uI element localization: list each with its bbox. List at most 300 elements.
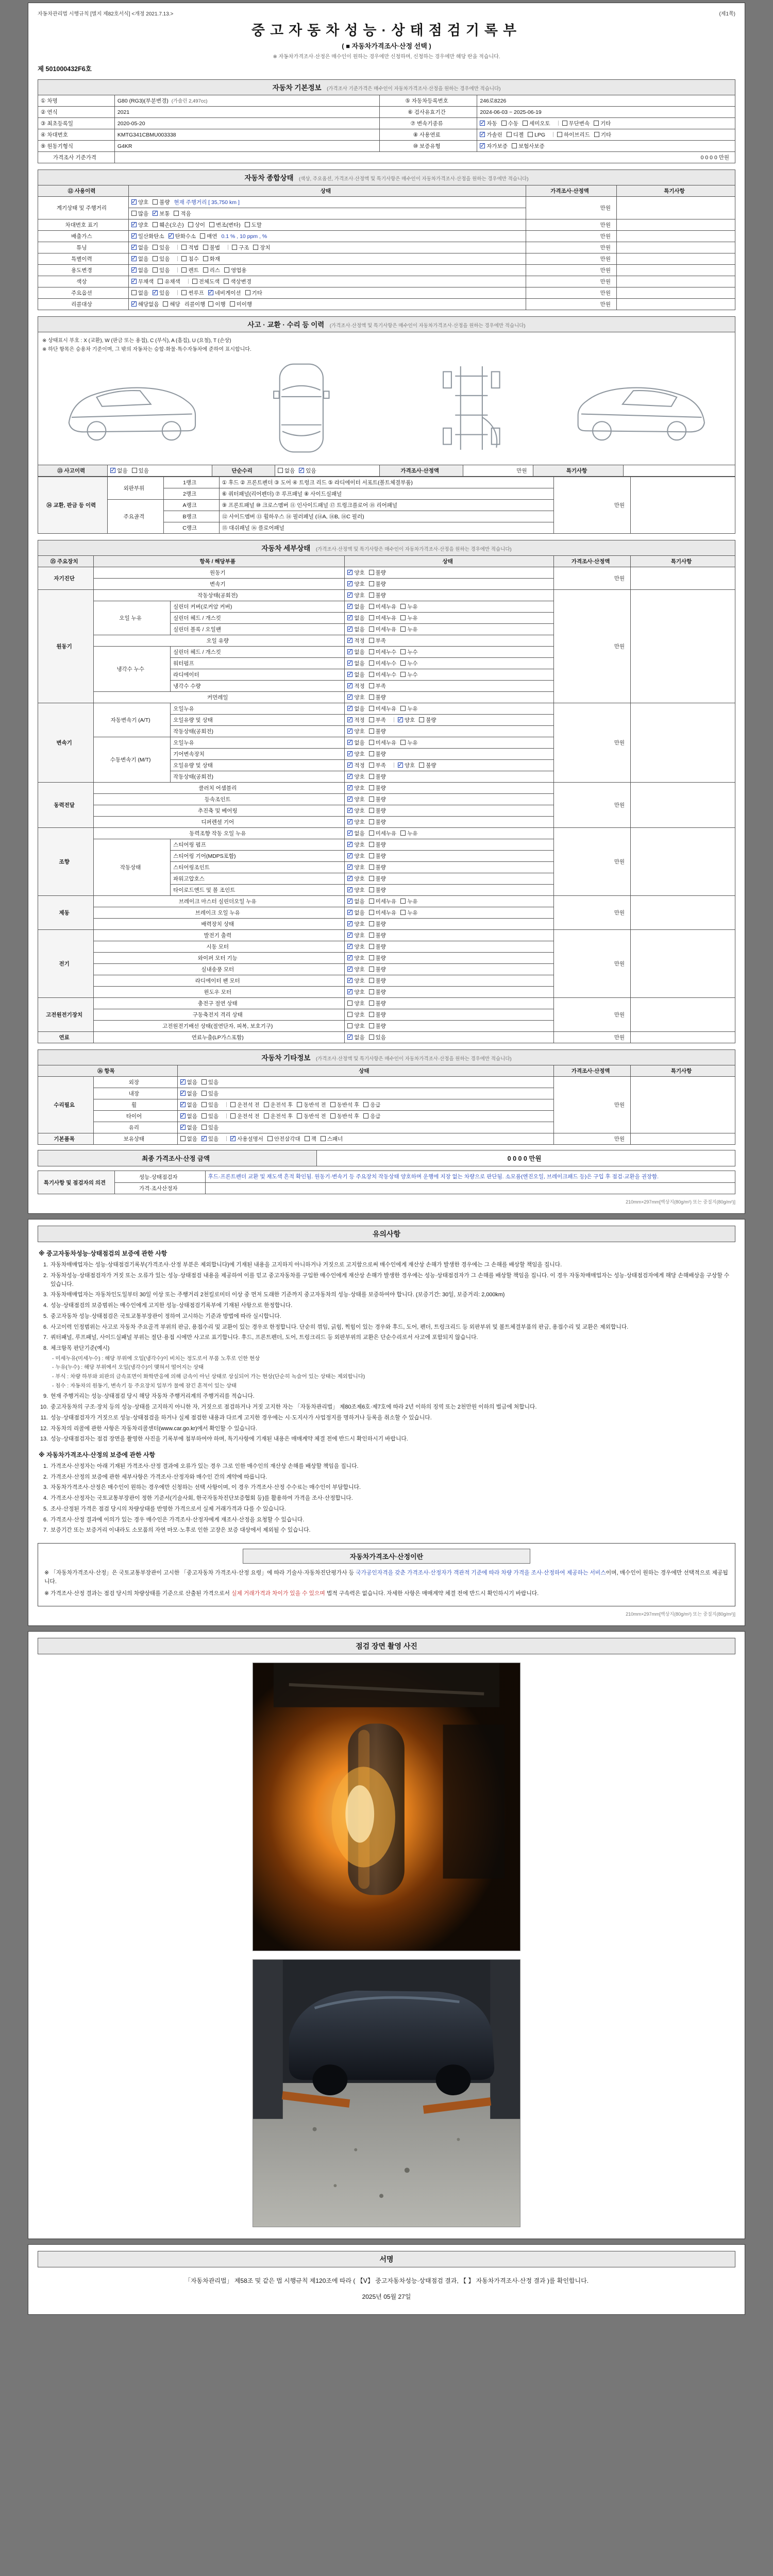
unchecked-checkbox[interactable] (400, 660, 406, 666)
checkbox-option[interactable] (230, 1112, 260, 1120)
checked-checkbox[interactable] (131, 256, 137, 261)
unchecked-checkbox[interactable] (264, 1102, 269, 1107)
checkbox-option[interactable] (347, 897, 364, 905)
checkbox-option[interactable] (201, 1112, 219, 1120)
unchecked-checkbox[interactable] (201, 1102, 207, 1107)
checkbox-option[interactable] (501, 120, 518, 127)
checked-checkbox[interactable] (347, 944, 352, 949)
checkbox-option[interactable] (369, 784, 386, 792)
checkbox-option[interactable] (330, 1101, 360, 1109)
checkbox-option[interactable] (347, 603, 364, 611)
checkbox-option[interactable] (131, 210, 148, 217)
checked-checkbox[interactable] (110, 468, 115, 473)
checkbox-option[interactable] (347, 886, 364, 894)
checked-checkbox[interactable] (131, 267, 137, 273)
unchecked-checkbox[interactable] (264, 1113, 269, 1118)
checked-checkbox[interactable] (347, 660, 352, 666)
checkbox-option[interactable] (369, 829, 397, 837)
checkbox-option[interactable] (347, 682, 364, 690)
unchecked-checkbox[interactable] (369, 899, 374, 904)
unchecked-checkbox[interactable] (419, 762, 424, 768)
checkbox-option[interactable] (369, 795, 386, 803)
unchecked-checkbox[interactable] (153, 245, 158, 250)
checkbox-option[interactable] (245, 221, 262, 229)
unchecked-checkbox[interactable] (369, 774, 374, 779)
checkbox-option[interactable] (347, 875, 364, 883)
unchecked-checkbox[interactable] (369, 876, 374, 881)
checkbox-option[interactable] (369, 750, 386, 758)
checkbox-option[interactable] (224, 278, 251, 285)
checkbox-option[interactable] (369, 875, 386, 883)
unchecked-checkbox[interactable] (232, 245, 237, 250)
checked-checkbox[interactable] (180, 1091, 186, 1096)
checkbox-option[interactable] (369, 1022, 386, 1030)
checked-checkbox[interactable] (180, 1113, 186, 1118)
checkbox-option[interactable] (480, 131, 502, 139)
unchecked-checkbox[interactable] (369, 762, 374, 768)
unchecked-checkbox[interactable] (400, 672, 406, 677)
unchecked-checkbox[interactable] (297, 1113, 302, 1118)
unchecked-checkbox[interactable] (400, 706, 406, 711)
unchecked-checkbox[interactable] (369, 694, 374, 700)
unchecked-checkbox[interactable] (400, 626, 406, 632)
checkbox-option[interactable] (594, 131, 611, 139)
checked-checkbox[interactable] (347, 626, 352, 632)
checkbox-option[interactable] (347, 705, 364, 713)
checkbox-option[interactable] (131, 198, 148, 206)
checkbox-option[interactable] (400, 829, 417, 837)
unchecked-checkbox[interactable] (369, 933, 374, 938)
checkbox-option[interactable] (347, 988, 364, 996)
checkbox-option[interactable] (347, 807, 364, 815)
checkbox-option[interactable] (230, 1135, 263, 1143)
checkbox-option[interactable] (480, 142, 508, 150)
checkbox-option[interactable] (232, 244, 249, 251)
checkbox-option[interactable] (347, 818, 364, 826)
unchecked-checkbox[interactable] (132, 468, 137, 473)
checkbox-option[interactable] (347, 693, 364, 701)
unchecked-checkbox[interactable] (347, 1012, 352, 1017)
unchecked-checkbox[interactable] (369, 978, 374, 983)
checkbox-option[interactable] (347, 920, 364, 928)
checkbox-option[interactable] (131, 266, 148, 274)
checkbox-option[interactable] (201, 1090, 219, 1097)
checkbox-option[interactable] (347, 965, 364, 973)
checkbox-option[interactable] (110, 467, 127, 474)
checkbox-option[interactable] (201, 1124, 219, 1131)
unchecked-checkbox[interactable] (153, 199, 158, 205)
checkbox-option[interactable] (180, 1101, 197, 1109)
unchecked-checkbox[interactable] (594, 132, 599, 137)
unchecked-checkbox[interactable] (209, 222, 214, 227)
unchecked-checkbox[interactable] (369, 570, 374, 575)
unchecked-checkbox[interactable] (363, 1102, 368, 1107)
checkbox-option[interactable] (369, 659, 397, 667)
checkbox-option[interactable] (347, 637, 364, 645)
checkbox-option[interactable] (180, 1090, 197, 1097)
unchecked-checkbox[interactable] (203, 267, 208, 273)
checked-checkbox[interactable] (347, 728, 352, 734)
checkbox-option[interactable] (369, 591, 386, 599)
checkbox-option[interactable] (163, 300, 180, 308)
checked-checkbox[interactable] (347, 604, 352, 609)
unchecked-checkbox[interactable] (400, 910, 406, 915)
checkbox-option[interactable] (347, 784, 364, 792)
unchecked-checkbox[interactable] (158, 279, 163, 284)
unchecked-checkbox[interactable] (400, 831, 406, 836)
checkbox-option[interactable] (369, 648, 397, 656)
checkbox-option[interactable] (158, 278, 180, 285)
checkbox-option[interactable] (347, 761, 364, 769)
checkbox-option[interactable] (400, 671, 417, 679)
unchecked-checkbox[interactable] (369, 604, 374, 609)
unchecked-checkbox[interactable] (188, 222, 193, 227)
unchecked-checkbox[interactable] (562, 121, 567, 126)
checkbox-option[interactable] (347, 580, 364, 588)
checkbox-option[interactable] (347, 909, 364, 917)
checkbox-option[interactable] (347, 648, 364, 656)
checkbox-option[interactable] (400, 625, 417, 633)
unchecked-checkbox[interactable] (369, 842, 374, 847)
unchecked-checkbox[interactable] (369, 796, 374, 802)
checkbox-option[interactable] (181, 289, 204, 297)
unchecked-checkbox[interactable] (347, 1001, 352, 1006)
checkbox-option[interactable] (369, 773, 386, 781)
unchecked-checkbox[interactable] (369, 751, 374, 756)
unchecked-checkbox[interactable] (523, 121, 528, 126)
checked-checkbox[interactable] (347, 967, 352, 972)
checked-checkbox[interactable] (347, 899, 352, 904)
checkbox-option[interactable] (398, 761, 415, 769)
checked-checkbox[interactable] (347, 762, 352, 768)
checkbox-option[interactable] (253, 244, 270, 251)
checkbox-option[interactable] (131, 300, 159, 308)
checkbox-option[interactable] (153, 198, 170, 206)
checkbox-option[interactable] (347, 739, 364, 747)
checkbox-option[interactable] (203, 266, 220, 274)
checked-checkbox[interactable] (347, 842, 352, 847)
checkbox-option[interactable] (299, 467, 316, 474)
checkbox-option[interactable] (153, 289, 170, 297)
checkbox-option[interactable] (347, 671, 364, 679)
checked-checkbox[interactable] (347, 672, 352, 677)
checked-checkbox[interactable] (347, 819, 352, 824)
unchecked-checkbox[interactable] (369, 740, 374, 745)
unchecked-checkbox[interactable] (245, 290, 250, 295)
checkbox-option[interactable] (203, 255, 220, 263)
checked-checkbox[interactable] (398, 717, 403, 722)
checkbox-option[interactable] (347, 863, 364, 871)
unchecked-checkbox[interactable] (400, 615, 406, 620)
checkbox-option[interactable] (224, 266, 246, 274)
checkbox-option[interactable] (347, 852, 364, 860)
unchecked-checkbox[interactable] (208, 301, 213, 307)
checkbox-option[interactable] (369, 886, 386, 894)
checkbox-option[interactable] (153, 255, 170, 263)
unchecked-checkbox[interactable] (594, 121, 599, 126)
checked-checkbox[interactable] (201, 1136, 207, 1141)
checkbox-option[interactable] (347, 841, 364, 849)
unchecked-checkbox[interactable] (369, 649, 374, 654)
checked-checkbox[interactable] (131, 301, 137, 307)
unchecked-checkbox[interactable] (369, 808, 374, 813)
checked-checkbox[interactable] (347, 740, 352, 745)
unchecked-checkbox[interactable] (369, 706, 374, 711)
checkbox-option[interactable] (512, 142, 545, 150)
unchecked-checkbox[interactable] (369, 1023, 374, 1028)
checked-checkbox[interactable] (480, 121, 485, 126)
checkbox-option[interactable] (369, 977, 386, 985)
unchecked-checkbox[interactable] (557, 132, 562, 137)
checkbox-option[interactable] (369, 614, 397, 622)
checked-checkbox[interactable] (347, 876, 352, 881)
unchecked-checkbox[interactable] (131, 211, 137, 216)
checkbox-option[interactable] (181, 255, 198, 263)
unchecked-checkbox[interactable] (369, 1012, 374, 1017)
checkbox-option[interactable] (153, 210, 170, 217)
checkbox-option[interactable] (347, 591, 364, 599)
checkbox-option[interactable] (200, 232, 217, 240)
checkbox-option[interactable] (369, 705, 397, 713)
checkbox-option[interactable] (267, 1135, 300, 1143)
checkbox-option[interactable] (153, 244, 170, 251)
checkbox-option[interactable] (153, 221, 184, 229)
checked-checkbox[interactable] (208, 290, 213, 295)
checkbox-option[interactable] (369, 693, 386, 701)
checkbox-option[interactable] (369, 931, 386, 939)
unchecked-checkbox[interactable] (369, 592, 374, 598)
checked-checkbox[interactable] (347, 638, 352, 643)
checkbox-option[interactable] (181, 266, 198, 274)
unchecked-checkbox[interactable] (369, 944, 374, 949)
unchecked-checkbox[interactable] (267, 1136, 273, 1141)
checkbox-option[interactable] (169, 232, 196, 240)
unchecked-checkbox[interactable] (224, 279, 229, 284)
checkbox-option[interactable] (528, 132, 545, 138)
checkbox-option[interactable] (208, 300, 225, 308)
unchecked-checkbox[interactable] (369, 1035, 374, 1040)
checked-checkbox[interactable] (347, 570, 352, 575)
checkbox-option[interactable] (369, 852, 386, 860)
checkbox-option[interactable] (297, 1101, 326, 1109)
checkbox-option[interactable] (131, 278, 154, 285)
checked-checkbox[interactable] (153, 211, 158, 216)
checkbox-option[interactable] (321, 1135, 343, 1143)
checkbox-option[interactable] (180, 1135, 197, 1143)
checked-checkbox[interactable] (398, 762, 403, 768)
checkbox-option[interactable] (369, 671, 397, 679)
unchecked-checkbox[interactable] (201, 1113, 207, 1118)
unchecked-checkbox[interactable] (369, 989, 374, 994)
checked-checkbox[interactable] (153, 290, 158, 295)
checkbox-option[interactable] (369, 603, 397, 611)
checkbox-option[interactable] (369, 909, 397, 917)
unchecked-checkbox[interactable] (369, 728, 374, 734)
unchecked-checkbox[interactable] (369, 660, 374, 666)
checkbox-option[interactable] (278, 467, 295, 474)
checkbox-option[interactable] (369, 727, 386, 735)
checkbox-option[interactable] (400, 648, 417, 656)
unchecked-checkbox[interactable] (201, 1091, 207, 1096)
unchecked-checkbox[interactable] (153, 222, 158, 227)
checkbox-option[interactable] (347, 750, 364, 758)
checked-checkbox[interactable] (480, 132, 485, 137)
unchecked-checkbox[interactable] (297, 1102, 302, 1107)
checkbox-option[interactable] (347, 943, 364, 951)
checkbox-option[interactable] (369, 682, 386, 690)
unchecked-checkbox[interactable] (131, 290, 137, 295)
checkbox-option[interactable] (347, 625, 364, 633)
checkbox-option[interactable] (369, 716, 386, 724)
checked-checkbox[interactable] (347, 808, 352, 813)
checkbox-option[interactable] (507, 131, 524, 139)
checkbox-option[interactable] (369, 637, 386, 645)
checkbox-option[interactable] (419, 761, 436, 769)
checked-checkbox[interactable] (347, 615, 352, 620)
checkbox-option[interactable] (369, 920, 386, 928)
checkbox-option[interactable] (347, 727, 364, 735)
unchecked-checkbox[interactable] (369, 921, 374, 926)
checkbox-option[interactable] (400, 705, 417, 713)
checkbox-option[interactable] (347, 569, 364, 577)
checkbox-option[interactable] (369, 807, 386, 815)
checkbox-option[interactable] (230, 1101, 260, 1109)
unchecked-checkbox[interactable] (153, 256, 158, 261)
unchecked-checkbox[interactable] (400, 604, 406, 609)
checked-checkbox[interactable] (347, 910, 352, 915)
checked-checkbox[interactable] (347, 1035, 352, 1040)
unchecked-checkbox[interactable] (321, 1136, 326, 1141)
unchecked-checkbox[interactable] (369, 967, 374, 972)
checked-checkbox[interactable] (480, 143, 485, 148)
unchecked-checkbox[interactable] (330, 1113, 335, 1118)
checkbox-option[interactable] (347, 1033, 364, 1041)
unchecked-checkbox[interactable] (203, 245, 208, 250)
unchecked-checkbox[interactable] (400, 740, 406, 745)
checkbox-option[interactable] (369, 965, 386, 973)
checkbox-option[interactable] (245, 289, 262, 297)
checkbox-option[interactable] (363, 1101, 380, 1109)
unchecked-checkbox[interactable] (253, 245, 258, 250)
unchecked-checkbox[interactable] (192, 279, 197, 284)
checkbox-option[interactable] (400, 614, 417, 622)
checkbox-option[interactable] (347, 716, 364, 724)
checked-checkbox[interactable] (230, 1136, 236, 1141)
checked-checkbox[interactable] (180, 1102, 186, 1107)
unchecked-checkbox[interactable] (163, 301, 168, 307)
checked-checkbox[interactable] (131, 233, 137, 239)
unchecked-checkbox[interactable] (278, 468, 283, 473)
checked-checkbox[interactable] (347, 933, 352, 938)
checked-checkbox[interactable] (347, 706, 352, 711)
unchecked-checkbox[interactable] (369, 615, 374, 620)
checked-checkbox[interactable] (347, 751, 352, 756)
unchecked-checkbox[interactable] (174, 211, 179, 216)
unchecked-checkbox[interactable] (369, 717, 374, 722)
checkbox-option[interactable] (347, 931, 364, 939)
checked-checkbox[interactable] (131, 245, 137, 250)
checkbox-option[interactable] (369, 739, 397, 747)
checkbox-option[interactable] (131, 289, 148, 297)
checked-checkbox[interactable] (347, 581, 352, 586)
checked-checkbox[interactable] (347, 592, 352, 598)
checkbox-option[interactable] (347, 977, 364, 985)
checkbox-option[interactable] (369, 988, 386, 996)
checked-checkbox[interactable] (347, 955, 352, 960)
checkbox-option[interactable] (369, 1033, 386, 1041)
unchecked-checkbox[interactable] (369, 638, 374, 643)
checkbox-option[interactable] (557, 131, 590, 139)
unchecked-checkbox[interactable] (330, 1102, 335, 1107)
unchecked-checkbox[interactable] (224, 267, 229, 273)
checkbox-option[interactable] (369, 818, 386, 826)
checkbox-option[interactable] (369, 954, 386, 962)
checkbox-option[interactable] (201, 1101, 219, 1109)
checked-checkbox[interactable] (347, 717, 352, 722)
checkbox-option[interactable] (369, 999, 386, 1007)
checkbox-option[interactable] (400, 909, 417, 917)
checked-checkbox[interactable] (347, 989, 352, 994)
checkbox-option[interactable] (180, 1078, 197, 1086)
checked-checkbox[interactable] (180, 1125, 186, 1130)
unchecked-checkbox[interactable] (507, 132, 512, 137)
checkbox-option[interactable] (347, 659, 364, 667)
unchecked-checkbox[interactable] (181, 290, 187, 295)
checkbox-option[interactable] (131, 244, 148, 251)
checkbox-option[interactable] (419, 716, 436, 724)
checkbox-option[interactable] (201, 1135, 219, 1143)
checkbox-option[interactable] (131, 255, 148, 263)
checked-checkbox[interactable] (347, 853, 352, 858)
checkbox-option[interactable] (523, 120, 550, 127)
checkbox-option[interactable] (369, 943, 386, 951)
checkbox-option[interactable] (369, 863, 386, 871)
checkbox-option[interactable] (347, 773, 364, 781)
checkbox-option[interactable] (369, 761, 386, 769)
checkbox-option[interactable] (174, 210, 191, 217)
checkbox-option[interactable] (203, 244, 220, 251)
checkbox-option[interactable] (369, 897, 397, 905)
unchecked-checkbox[interactable] (200, 233, 205, 239)
checkbox-option[interactable] (297, 1112, 326, 1120)
checked-checkbox[interactable] (347, 921, 352, 926)
checkbox-option[interactable] (201, 1078, 219, 1086)
checkbox-option[interactable] (594, 120, 611, 127)
unchecked-checkbox[interactable] (512, 143, 517, 148)
checkbox-option[interactable] (188, 221, 205, 229)
checkbox-option[interactable] (153, 266, 170, 274)
checkbox-option[interactable] (398, 716, 415, 724)
checkbox-option[interactable] (230, 300, 252, 308)
checkbox-option[interactable] (347, 829, 364, 837)
checkbox-option[interactable] (180, 1124, 197, 1131)
unchecked-checkbox[interactable] (363, 1113, 368, 1118)
checked-checkbox[interactable] (347, 785, 352, 790)
checkbox-option[interactable] (562, 120, 590, 127)
unchecked-checkbox[interactable] (369, 819, 374, 824)
unchecked-checkbox[interactable] (400, 649, 406, 654)
unchecked-checkbox[interactable] (201, 1125, 207, 1130)
unchecked-checkbox[interactable] (400, 899, 406, 904)
checkbox-option[interactable] (369, 841, 386, 849)
unchecked-checkbox[interactable] (153, 267, 158, 273)
checked-checkbox[interactable] (347, 796, 352, 802)
unchecked-checkbox[interactable] (528, 132, 533, 137)
unchecked-checkbox[interactable] (230, 1113, 236, 1118)
unchecked-checkbox[interactable] (230, 1102, 236, 1107)
checkbox-option[interactable] (400, 739, 417, 747)
unchecked-checkbox[interactable] (369, 853, 374, 858)
